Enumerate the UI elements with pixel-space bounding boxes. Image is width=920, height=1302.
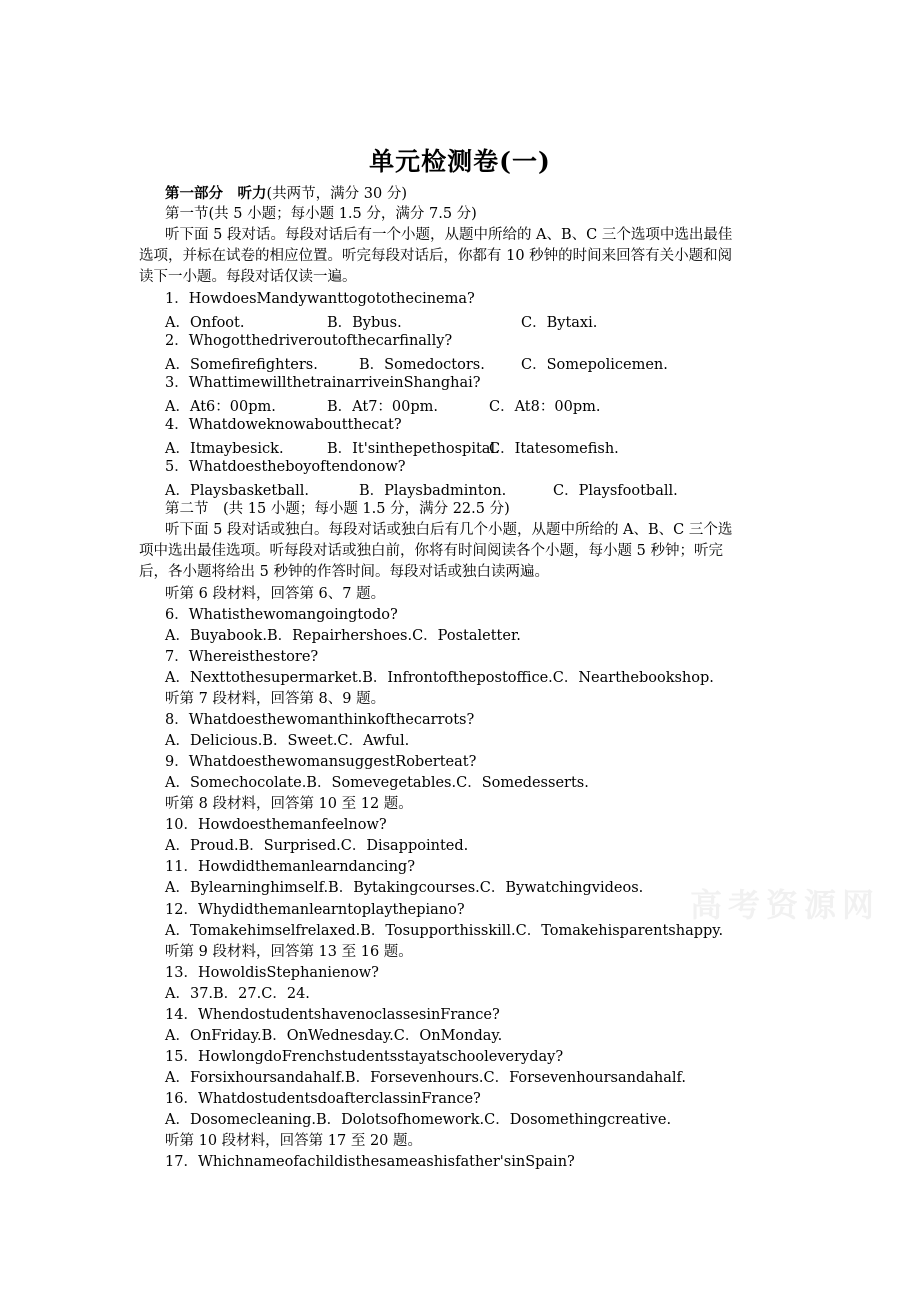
q5-option-a: A．Playsbasketball. xyxy=(165,483,310,499)
q11-options: A．Bylearninghimself.B．Bytakingcourses.C．Bywatchingvideos. xyxy=(165,880,644,896)
question-3: 3．WhattimewillthetrainarriveinShanghai? xyxy=(165,375,481,391)
q3-option-b: B．At7：00pm. xyxy=(327,399,439,415)
q10-options: A．Proud.B．Surprised.C．Disappointed. xyxy=(165,838,469,854)
q2-option-b: B．Somedoctors. xyxy=(359,357,485,373)
question-5: 5．Whatdoestheboyoftendonow? xyxy=(165,459,406,475)
material-6: 听第 6 段材料，回答第 6、7 题。 xyxy=(165,586,386,602)
q2-option-c: C．Somepolicemen. xyxy=(521,357,668,373)
material-8: 听第 8 段材料，回答第 10 至 12 题。 xyxy=(165,796,413,812)
q16-options: A．Dosomecleaning.B．Dolotsofhomework.C．Dosomethingcreative. xyxy=(165,1112,672,1128)
question-9: 9．WhatdoesthewomansuggestRoberteat? xyxy=(165,754,477,770)
q2-option-a: A．Somefirefighters. xyxy=(165,357,318,373)
part1-heading: 第一部分 听力(共两节，满分 30 分) xyxy=(165,185,407,202)
q8-options: A．Delicious.B．Sweet.C．Awful. xyxy=(165,733,410,749)
q12-options: A．Tomakehimselfrelaxed.B．Tosupporthisskill.C．Tomakehisparentshappy. xyxy=(165,923,724,939)
question-11: 11．Howdidthemanlearndancing? xyxy=(165,859,415,875)
q5-option-c: C．Playsfootball. xyxy=(553,483,678,499)
material-9: 听第 9 段材料，回答第 13 至 16 题。 xyxy=(165,944,413,960)
q15-options: A．Forsixhoursandahalf.B．Forsevenhours.C．Forsevenhoursandahalf. xyxy=(165,1070,686,1086)
material-7: 听第 7 段材料，回答第 8、9 题。 xyxy=(165,691,386,707)
material-10: 听第 10 段材料，回答第 17 至 20 题。 xyxy=(165,1133,423,1149)
section1-heading: 第一节(共 5 小题；每小题 1.5 分，满分 7.5 分) xyxy=(165,206,477,222)
q1-option-a: A．Onfoot. xyxy=(165,315,245,331)
question-13: 13．HowoldisStephanienow? xyxy=(165,965,379,981)
page-title: 单元检测卷(一) xyxy=(369,147,551,176)
question-2: 2．Whogotthedriveroutofthecarfinally? xyxy=(165,333,453,349)
q7-options: A．Nexttothesupermarket.B．Infrontofthepostoffice.C．Nearthebookshop. xyxy=(165,670,714,686)
q4-option-a: A．Itmaybesick. xyxy=(165,441,284,457)
instruction2-line2: 项中选出最佳选项。听每段对话或独白前，你将有时间阅读各个小题，每小题 5 秒钟；听完 xyxy=(139,543,723,559)
q4-option-c: C．Itatesomefish. xyxy=(489,441,619,457)
q14-options: A．OnFriday.B．OnWednesday.C．OnMonday. xyxy=(165,1028,503,1044)
question-10: 10．Howdoesthemanfeelnow? xyxy=(165,817,387,833)
instruction1-line2: 选项，并标在试卷的相应位置。听完每段对话后，你都有 10 秒钟的时间来回答有关小题和阅 xyxy=(139,248,733,264)
question-14: 14．WhendostudentshavenoclassesinFrance? xyxy=(165,1007,500,1023)
q6-options: A．Buyabook.B．Repairhershoes.C．Postaletter. xyxy=(165,628,521,644)
question-6: 6．Whatisthewomangoingtodo? xyxy=(165,607,398,623)
q3-option-c: C．At8：00pm. xyxy=(489,399,601,415)
q3-option-a: A．At6：00pm. xyxy=(165,399,276,415)
q13-options: A．37.B．27.C．24. xyxy=(165,986,310,1002)
question-17: 17．Whichnameofachildisthesameashisfather'sinSpain? xyxy=(165,1154,575,1170)
question-15: 15．HowlongdoFrenchstudentsstayatschooleveryday? xyxy=(165,1049,564,1065)
section2-heading: 第二节 (共 15 小题；每小题 1.5 分，满分 22.5 分) xyxy=(165,501,510,517)
instruction2-line3: 后，各小题将给出 5 秒钟的作答时间。每段对话或独白读两遍。 xyxy=(139,564,549,580)
watermark: 高考资源网 xyxy=(690,886,881,924)
q1-option-c: C．Bytaxi. xyxy=(521,315,598,331)
question-8: 8．Whatdoesthewomanthinkofthecarrots? xyxy=(165,712,475,728)
question-4: 4．Whatdoweknowaboutthecat? xyxy=(165,417,402,433)
q4-option-b: B．It'sinthepethospital. xyxy=(327,441,500,457)
question-16: 16．WhatdostudentsdoafterclassinFrance? xyxy=(165,1091,481,1107)
q5-option-b: B．Playsbadminton. xyxy=(359,483,507,499)
instruction1-line3: 读下一小题。每段对话仅读一遍。 xyxy=(139,269,357,285)
question-7: 7．Whereisthestore? xyxy=(165,649,319,665)
question-12: 12．Whydidthemanlearntoplaythepiano? xyxy=(165,902,465,918)
q9-options: A．Somechocolate.B．Somevegetables.C．Somedesserts. xyxy=(165,775,589,791)
instruction2-line1: 听下面 5 段对话或独白。每段对话或独白后有几个小题，从题中所给的 A、B、C 三个选 xyxy=(165,522,733,538)
question-1: 1．HowdoesMandywanttogotothecinema? xyxy=(165,291,475,307)
instruction1-line1: 听下面 5 段对话。每段对话后有一个小题，从题中所给的 A、B、C 三个选项中选出最佳 xyxy=(165,227,733,243)
q1-option-b: B．Bybus. xyxy=(327,315,402,331)
